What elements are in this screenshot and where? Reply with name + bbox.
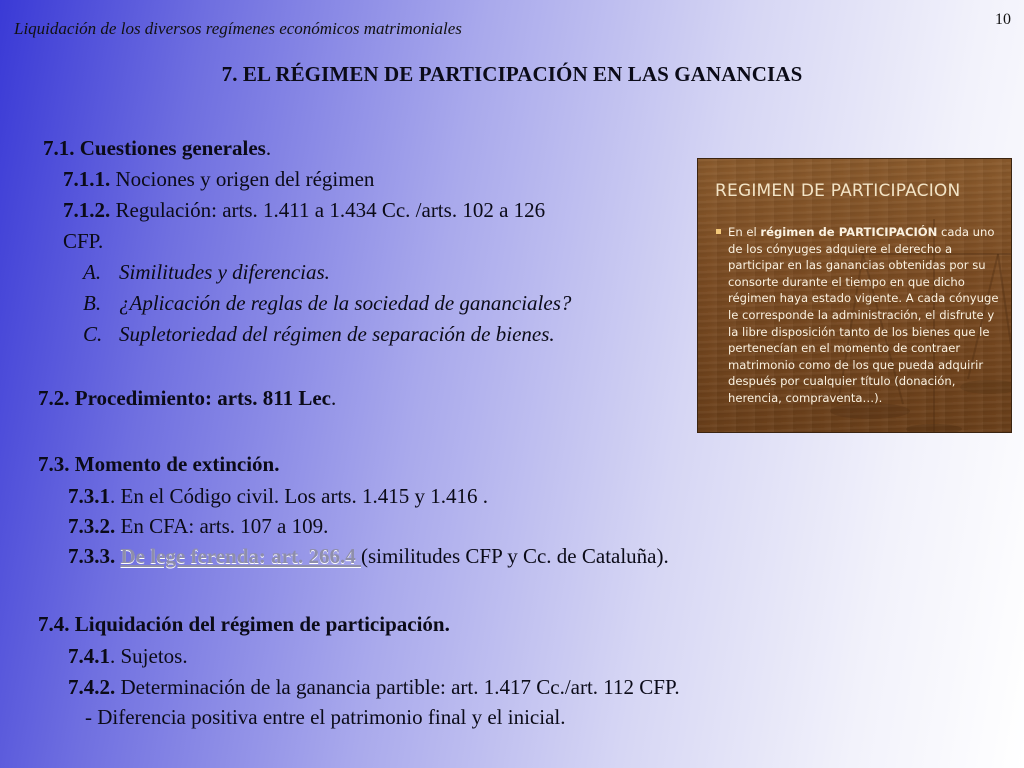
item-number: 7.3.3.: [68, 544, 116, 568]
item-number: 7.4.1: [68, 644, 110, 668]
subitem-letter: B.: [83, 291, 102, 315]
section-7-3-heading: 7.3. Momento de extinción.: [38, 452, 280, 476]
item-number: 7.1.1.: [63, 167, 111, 191]
item-text: . En el Código civil. Los arts. 1.415 y 1.416 .: [110, 484, 488, 508]
subitem-text: Supletoriedad del régimen de separación de bienes.: [119, 322, 555, 346]
item-number: 7.4.2.: [68, 675, 116, 699]
card-body: [714, 224, 1000, 407]
card-text: [728, 224, 1000, 407]
item-text: . Sujetos.: [110, 644, 188, 668]
item-text: Regulación: arts. 1.411 a 1.434 Cc. /arts. 102 a 126: [110, 198, 546, 222]
item-7-3-1: [68, 484, 488, 508]
item-text: Determinación de la ganancia partible: art. 1.417 Cc./art. 112 CFP.: [115, 675, 680, 699]
item-7-1-1: [63, 167, 374, 191]
item-7-3-3: [68, 544, 669, 568]
item-text: (similitudes CFP y Cc. de Cataluña).: [360, 544, 669, 568]
card-title: REGIMEN DE PARTICIPACION: [715, 181, 961, 201]
item-7-4-2: [68, 675, 680, 699]
item-text: En CFA: arts. 107 a 109.: [115, 514, 329, 538]
card-text-intro: En el: [728, 225, 761, 239]
subitem-b: [83, 291, 571, 315]
page-number: 10: [995, 11, 1011, 28]
square-bullet-icon: [716, 229, 721, 234]
de-lege-ferenda-link[interactable]: De lege ferenda: art. 266.4: [120, 544, 361, 568]
section-7-2-heading: [38, 386, 336, 410]
section-heading-period: .: [330, 386, 337, 410]
subitem-text: Similitudes y diferencias.: [119, 260, 330, 284]
item-number: 7.3.2.: [68, 514, 116, 538]
item-7-1-2: [63, 198, 545, 222]
item-7-1-2-continued: CFP.: [63, 229, 104, 253]
section-heading-period: .: [265, 136, 272, 160]
card-text-rest: cada uno de los cónyuges adquiere el derecho a participar en las ganancias obtenidas por su consorte durante el tiempo en que dicho régimen haya estado vigente. A cada cónyuge le corresponde la administración, el disfrute y la libre disposición tanto de los bienes que le pertenecían en el momento de contraer matrimonio como de los que pueda adquirir después por cualquier título (donación, herencia, compraventa…).: [728, 225, 999, 405]
header-title: Liquidación de los diversos regímenes económicos matrimoniales: [14, 19, 462, 38]
slide-title: 7. EL RÉGIMEN DE PARTICIPACIÓN EN LAS GANANCIAS: [221, 62, 803, 86]
subitem-text: ¿Aplicación de reglas de la sociedad de gananciales?: [119, 291, 572, 315]
section-heading-text: 7.1. Cuestiones generales: [43, 136, 266, 160]
item-text: Nociones y origen del régimen: [110, 167, 375, 191]
section-7-4-heading: 7.4. Liquidación del régimen de participación.: [38, 612, 450, 636]
section-heading-text: 7.2. Procedimiento: arts. 811 Lec: [38, 386, 331, 410]
subitem-a: [83, 260, 330, 284]
item-number: 7.1.2.: [63, 198, 111, 222]
subitem-letter: C.: [83, 322, 103, 346]
item-number: 7.3.1: [68, 484, 110, 508]
item-7-4-1: [68, 644, 188, 668]
item-7-4-2-subitem: - Diferencia positiva entre el patrimonio final y el inicial.: [85, 705, 566, 729]
participation-regime-card: [697, 158, 1012, 433]
subitem-c: [83, 322, 555, 346]
subitem-letter: A.: [83, 260, 102, 284]
card-text-highlight: régimen de PARTICIPACIÓN: [760, 225, 938, 239]
section-7-1-heading: [43, 136, 271, 160]
item-7-3-2: [68, 514, 328, 538]
